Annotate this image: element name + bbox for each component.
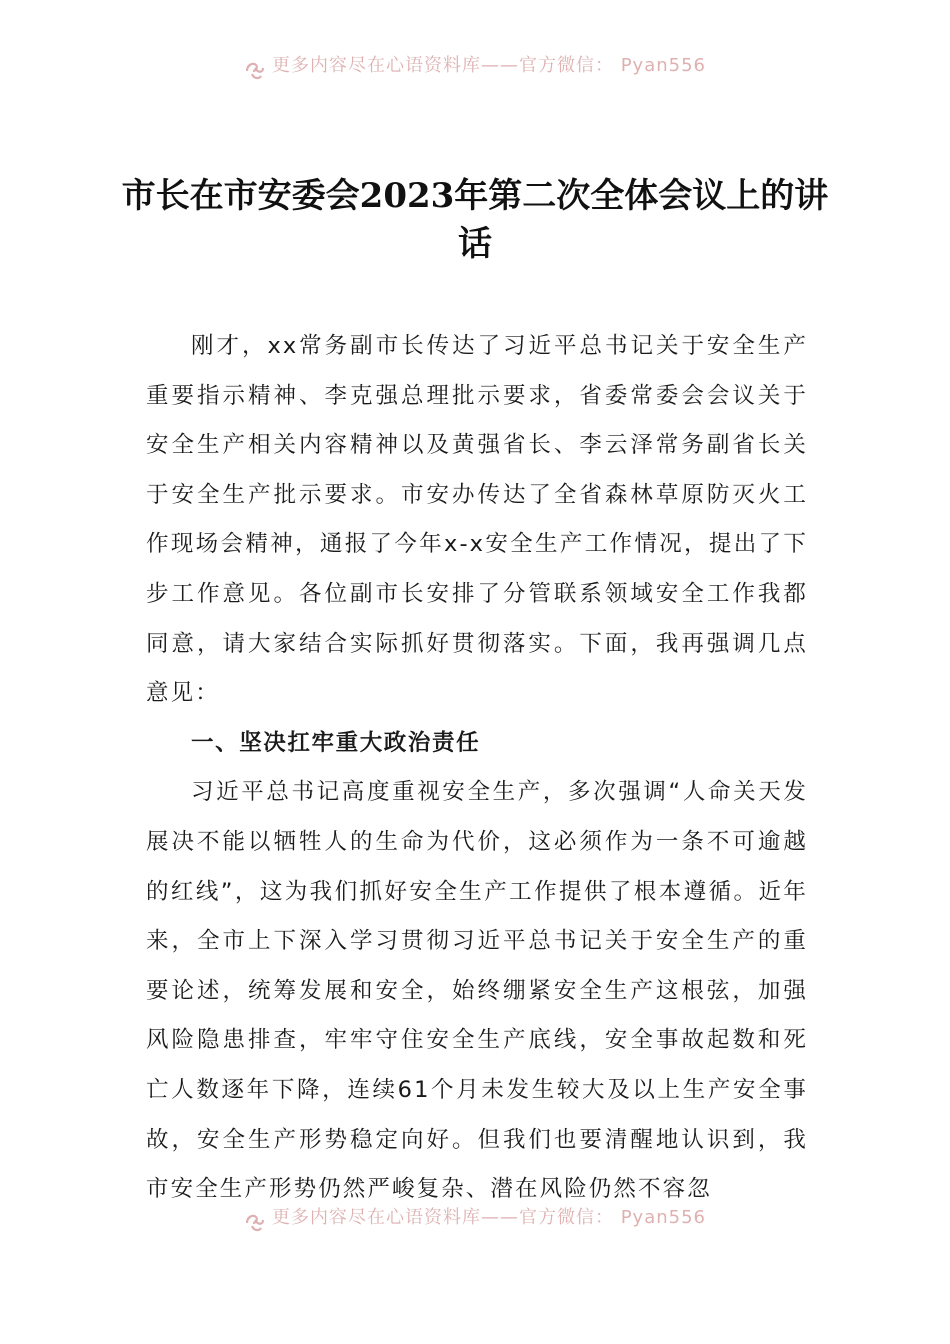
watermark-logo-icon — [244, 59, 266, 81]
watermark-text: 更多内容尽在心语资料库——官方微信： Pyan556 — [271, 1207, 707, 1228]
section-heading-1: 一、坚决扛牢重大政治责任 — [191, 729, 481, 756]
section-1-paragraph: 习近平总书记高度重视安全生产，多次强调“人命关天发展决不能以牺牲人的生命为代价，这必须作为一条不可逾越的红线”，这为我们抓好安全生产工作提供了根本遵循。近年来，全市上下深入学习贯彻习近平总书记关于安全生产的重要论述，统筹发展和安全，始终绷紧安全生产这根弦，加强风险隐患排查，牢牢守住安全生产底线，安全事故起数和死亡人数逐年下降，连续61个月未发生较大及以上生产安全事故，安全生产形势稳定向好。但我们也要清醒地认识到，我市安全生产形势仍然严峻复杂、潜在风险仍然不容忽 — [146, 779, 808, 1203]
document-body — [146, 322, 808, 1215]
watermark-top — [0, 55, 950, 85]
watermark-logo-icon — [244, 1211, 266, 1233]
watermark-bottom — [0, 1207, 950, 1237]
intro-paragraph: 刚才，xx常务副市长传达了习近平总书记关于安全生产重要指示精神、李克强总理批示要求，省委常委会会议关于安全生产相关内容精神以及黄强省长、李云泽常务副省长关于安全生产批示要求。市安办传达了全省森林草原防灭火工作现场会精神，通报了今年x-x安全生产工作情况，提出了下步工作意见。各位副市长安排了分管联系领域安全工作我都同意，请大家结合实际抓好贯彻落实。下面，我再强调几点意见： — [146, 333, 808, 707]
watermark-text: 更多内容尽在心语资料库——官方微信： Pyan556 — [271, 55, 707, 76]
document-title: 市长在市安委会2023年第二次全体会议上的讲话 — [121, 176, 829, 264]
